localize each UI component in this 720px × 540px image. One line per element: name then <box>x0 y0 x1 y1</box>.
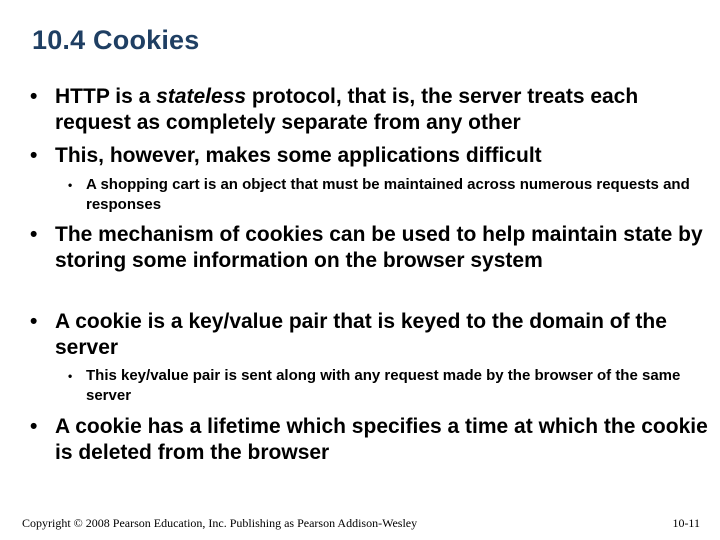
copyright-footer: Copyright © 2008 Pearson Education, Inc. Publishing as Pearson Addison-Wesley <box>22 516 418 530</box>
bullet-icon: • <box>68 369 73 383</box>
bullet-icon: • <box>30 144 38 167</box>
bullet-item <box>30 309 710 361</box>
sub-bullet-text: This key/value pair is sent along with any request made by the browser of the same server <box>86 367 681 404</box>
bullet-item <box>30 414 710 466</box>
slide-title: 10.4 Cookies <box>32 25 200 55</box>
bullet-icon: • <box>30 310 38 333</box>
bullet-text: This, however, makes some applications difficult <box>55 144 542 167</box>
bullet-item <box>30 222 710 274</box>
bullet-text: A cookie is a key/value pair that is keyed to the domain of the server <box>55 310 667 359</box>
bullet-icon: • <box>30 85 38 108</box>
bullet-icon: • <box>30 415 38 438</box>
sub-bullet-item <box>68 175 718 215</box>
bullet-icon: • <box>30 223 38 246</box>
emphasized-word: stateless <box>156 85 247 108</box>
bullet-text: The mechanism of cookies can be used to help maintain state by storing some information on the browser system <box>55 223 703 272</box>
bullet-item <box>30 143 710 169</box>
bullet-item <box>30 84 710 136</box>
bullet-text: A cookie has a lifetime which specifies a time at which the cookie is deleted from the browser <box>55 415 708 464</box>
sub-bullet-item <box>68 366 718 406</box>
sub-bullet-text: A shopping cart is an object that must be maintained across numerous requests and responses <box>86 176 690 213</box>
bullet-icon: • <box>68 178 73 192</box>
bullet-text: HTTP is a stateless protocol, that is, the server treats each request as completely separate from any other <box>55 85 639 134</box>
page-number: 10-11 <box>672 516 700 530</box>
